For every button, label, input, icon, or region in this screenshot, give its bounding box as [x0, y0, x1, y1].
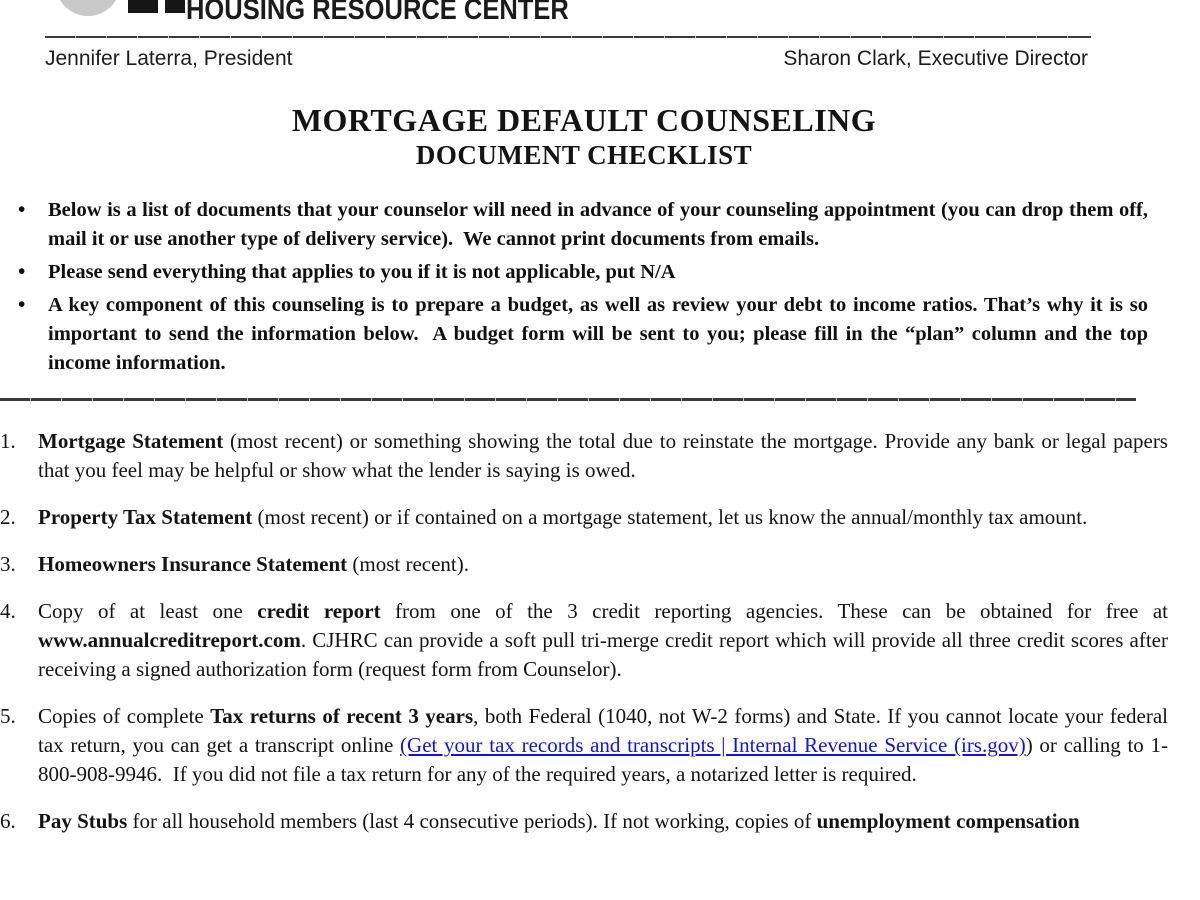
bullet-text: A key component of this counseling is to prepare a budget, as well as review your debt to income ratios. That’s why it is so important to send the information below. A budget form will be sent to you; please fill in the “plan” column and the top income information. [48, 294, 1148, 374]
checklist [0, 427, 1200, 836]
checklist-item [0, 807, 1200, 836]
checklist-item [0, 503, 1200, 532]
item-number: 6. [0, 809, 16, 833]
item-text [38, 427, 1168, 485]
bold-text: Tax returns of recent 3 years [210, 704, 474, 728]
item-text [38, 702, 1168, 789]
letterhead [0, 0, 1200, 80]
text: from one of the 3 credit reporting agencies. These can be obtained for free at [380, 599, 1168, 623]
checklist-item [0, 427, 1200, 485]
text: for all household members (last 4 consecutive periods). If not working, copies of [127, 809, 817, 833]
bold-text: www.annualcreditreport.com [38, 628, 301, 652]
item-number: 3. [0, 552, 16, 576]
section-divider [0, 398, 1136, 401]
item-number: 4. [0, 599, 16, 623]
bullet-text: Below is a list of documents that your counselor will need in advance of your counseling appointment (you can drop them off, mail it or use another type of delivery service). We cannot print documents from emails. [48, 199, 1148, 250]
org-name: HOUSING RESOURCE CENTER [186, 0, 569, 26]
text: ) or calling to 1-800-908-9946. If you did not file a tax return for any of the required years, a notarized letter is required. [38, 733, 1168, 786]
bullet-text: Please send everything that applies to you if it is not applicable, put N/A [48, 261, 676, 283]
item-number: 2. [0, 505, 16, 529]
item-text [38, 597, 1168, 684]
logo-circle-graphic [56, 0, 120, 16]
checklist-item [0, 597, 1200, 684]
president-name: Jennifer Laterra, President [45, 47, 293, 70]
text: (most recent) or if contained on a mortgage statement, let us know the annual/monthly tax amount. [252, 505, 1088, 529]
checklist-item [0, 702, 1200, 789]
bullet-icon: • [18, 292, 26, 316]
irs-transcript-link[interactable]: (Get your tax records and transcripts | Internal Revenue Service (irs.gov) [400, 733, 1026, 757]
intro-bullet [0, 258, 1200, 287]
item-text [38, 503, 1168, 532]
bold-text: compensation [950, 809, 1080, 833]
intro-bullet [0, 196, 1200, 254]
bold-text: unemployment [816, 809, 951, 833]
text: Copy of at least one [38, 599, 258, 623]
header-divider [45, 36, 1091, 38]
executive-director-name: Sharon Clark, Executive Director [783, 47, 1088, 70]
text: Copies of complete [38, 704, 211, 728]
bullet-icon: • [18, 259, 26, 283]
text: , both Federal (1040, not W-2 forms) and State. If you cannot locate your federal tax return, you can get a transcript online [38, 704, 1169, 757]
item-text [38, 807, 1168, 836]
item-number: 5. [0, 704, 16, 728]
text: (most recent). [347, 552, 469, 576]
intro-bullet [0, 291, 1200, 378]
title-block [0, 101, 1168, 172]
logo-house-mark [128, 0, 185, 13]
document-subtitle: DOCUMENT CHECKLIST [415, 140, 753, 170]
text: . CJHRC can provide a soft pull tri-merge credit report which will provide all three credit scores after receiving a signed authorization form (request form from Counselor). [38, 628, 1168, 681]
bold-text: Mortgage Statement [38, 429, 224, 453]
text: (most recent) or something showing the total due to reinstate the mortgage. Provide any bank or legal papers that you feel may be helpful or show what the lender is saying is owed. [38, 429, 1168, 482]
checklist-item [0, 550, 1200, 579]
intro-bullet-list [0, 196, 1200, 378]
bold-text: credit report [257, 599, 381, 623]
officer-names-row [45, 47, 1088, 71]
bullet-icon: • [18, 197, 26, 221]
item-number: 1. [0, 429, 16, 453]
bold-text: Homeowners Insurance Statement [38, 552, 348, 576]
bold-text: Property Tax Statement [38, 505, 253, 529]
item-text [38, 550, 1168, 579]
document-title: MORTGAGE DEFAULT COUNSELING [291, 102, 877, 138]
bold-text: Pay Stubs [38, 809, 128, 833]
